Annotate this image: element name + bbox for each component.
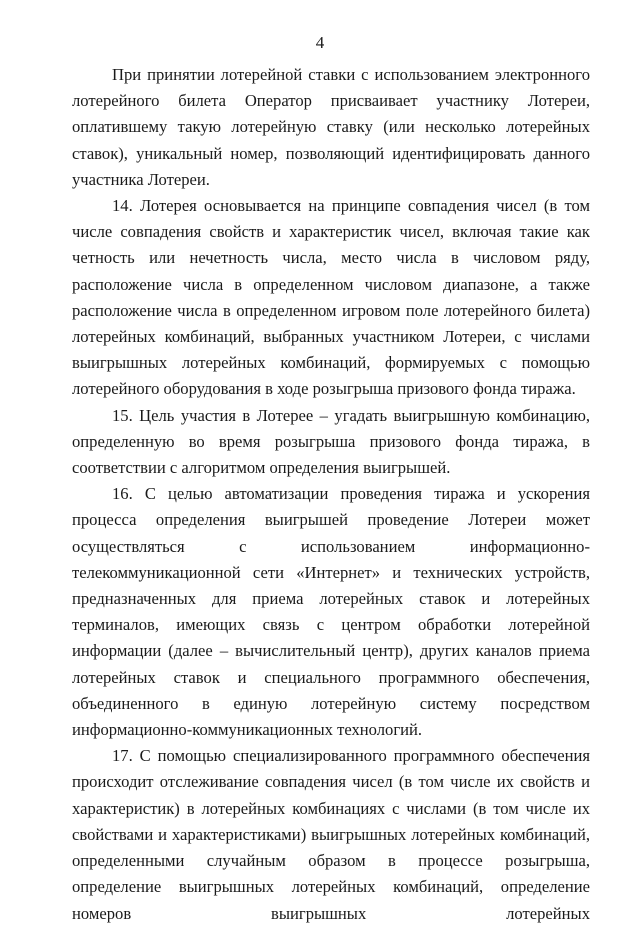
paragraph-intro: При принятии лотерейной ставки с использованием электронного лотерейного билета Оператор присваивает участнику Лотереи, оплатившему такую лотерейную ставку (или несколько лотерейных ставок), уникальный номер, позволяющий идентифицировать данного участника Лотереи.: [72, 65, 590, 189]
page-number: 4: [315, 33, 325, 52]
paragraph-14: 14. Лотерея основывается на принципе совпадения чисел (в том числе совпадения свойств и характеристик чисел, включая такие как четность или нечетность числа, место числа в числовом ряду, расположение числа в определенном числовом диапазоне, а также расположение числа в определенном игровом поле лотерейного билета) лотерейных комбинаций, выбранных участником Лотереи, с числами выигрышных лотерейных комбинаций, формируемых с помощью лотерейного оборудования в ходе розыгрыша призового фонда тиража.: [72, 196, 590, 399]
paragraph-16: 16. С целью автоматизации проведения тиража и ускорения процесса определения выигрышей проведение Лотереи может осуществляться с использованием информационно-телекоммуникационной сети «Интернет» и технических устройств, предназначенных для приема лотерейных ставок и лотерейных терминалов, имеющих связь с центром обработки лотерейной информации (далее – вычислительный центр), других каналов приема лотерейных ставок и специального программного обеспечения, объединенного в единую лотерейную систему посредством информационно-коммуникационных технологий.: [72, 484, 590, 740]
document-body: [72, 62, 590, 927]
paragraph-15: 15. Цель участия в Лотерее – угадать выигрышную комбинацию, определенную во время розыгрыша призового фонда тиража, в соответствии с алгоритмом определения выигрышей.: [72, 405, 590, 478]
paragraph-17: 17. С помощью специализированного программного обеспечения происходит отслеживание совпадения чисел (в том числе их свойств и характеристик) в лотерейных комбинациях с числами (в том числе их свойствами и характеристиками) выигрышных лотерейных комбинаций, определенными случайным образом в процессе розыгрыша, определение выигрышных лотерейных комбинаций, определение номеров выигрышных лотерейных: [72, 746, 590, 923]
